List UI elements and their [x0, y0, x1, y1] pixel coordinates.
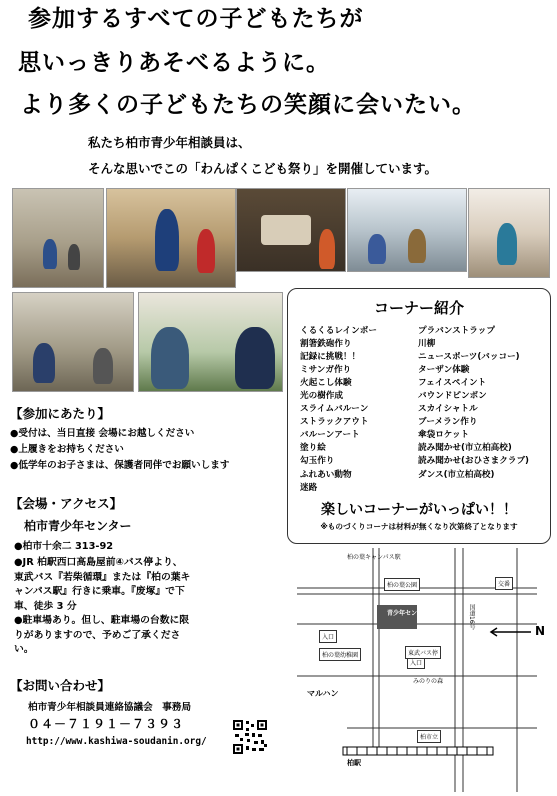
corner-item: 読み聞かせ(おひさまクラブ) [418, 456, 529, 467]
parking-line: い。 [14, 644, 34, 655]
corner-note: ※ものづくりコーナは材料が無くなり次第終了となります [320, 522, 518, 531]
access-line: ●JR 柏駅西口高島屋前④バス停より、 [14, 557, 183, 568]
map-label-police: 交番 [495, 577, 513, 590]
map-label-park: 柏の葉公園 [384, 578, 420, 591]
corner-item: ふれあい動物 [300, 469, 352, 480]
corner-item: 読み聞かせ(市立柏高校) [418, 443, 512, 454]
map-label-kashiwa-station: 柏駅 [347, 759, 361, 767]
map-north-icon: N [535, 624, 546, 638]
qr-code [232, 719, 268, 755]
venue-name: 柏市青少年センター [24, 519, 132, 533]
intro-line2: そんな思いでこの「わんぱくこども祭り」を開催しています。 [88, 161, 438, 176]
corner-item: フェイスペイント [418, 378, 487, 389]
corner-list-right [418, 325, 529, 482]
corner-item: プラバンストラップ [418, 326, 495, 336]
map-label-entrance-1: 入口 [319, 630, 337, 643]
photo-crafts-room [347, 188, 467, 272]
map-label-bus: 東武バス停 [405, 646, 441, 659]
participation-item: ●低学年のお子さまは、保護者同伴でお願いします [10, 460, 230, 471]
venue-address: ●柏市十余二 313-92 [14, 541, 114, 552]
photo-children-crafting [138, 292, 283, 392]
headline-line3: より多くの子どもたちの笑顔に会いたい。 [20, 92, 476, 118]
corner-item: ストラックアウト [300, 417, 369, 428]
access-line: 車、徒歩 3 分 [14, 600, 77, 612]
parking-line: ●駐車場あり。但し、駐車場の台数に限 [14, 615, 190, 626]
corner-item: 割箸鉄砲作り [300, 339, 352, 350]
contact-heading: 【お問い合わせ】 [10, 678, 111, 693]
corner-item: スライムバルーン [300, 404, 369, 415]
corner-item: バルーンアート [300, 430, 360, 441]
corner-item: くるくるレインボー [300, 326, 377, 336]
contact-url[interactable]: http://www.kashiwa-soudanin.org/ [26, 736, 207, 747]
photo-tarzan [468, 188, 550, 278]
corner-item: ミサンガ作り [300, 365, 352, 376]
access-map [287, 548, 551, 792]
photo-indoor-play [106, 188, 236, 288]
corner-item: バウンドピンポン [418, 391, 487, 402]
corner-item: ブーメラン作り [418, 417, 478, 428]
photo-outdoor-game [12, 188, 104, 288]
corner-list-left [300, 325, 377, 495]
map-label-entrance-2: 入口 [407, 656, 425, 669]
corner-item: 川柳 [418, 339, 436, 350]
corner-item: 塗り絵 [300, 443, 326, 454]
corner-item: ダンス(市立柏高校) [418, 469, 495, 480]
corner-item: 迷路 [300, 482, 318, 493]
access-line: ャンパス駅』行きに乗車。『废塚』で下 [14, 586, 185, 597]
map-label-center: 青少年センター [387, 610, 429, 617]
corner-banner: 楽しいコーナーがいっぱい！！ [321, 502, 517, 518]
map-label-kindergarten: 柏の葉幼稚園 [319, 648, 361, 661]
map-label-school: 柏市立 [417, 730, 441, 743]
participation-item: ●受付は、当日直接 会場にお越しください [10, 428, 195, 439]
corner-item: 傘袋ロケット [418, 430, 470, 441]
corner-item: ターザン体験 [418, 365, 470, 376]
contact-phone: ０４－７１９１－７３９３ [28, 717, 185, 731]
participation-item: ●上履きをお持ちください [10, 444, 124, 455]
headline-line2: 思いっきりあそべるように。 [18, 50, 330, 76]
map-label-campus-station: 柏の葉キャンパス駅 [347, 554, 401, 561]
parking-line: りがありますので、予めご了承くださ [14, 629, 181, 641]
map-label-route16: 国道16号 [468, 604, 475, 630]
corner-introduction-panel [287, 288, 551, 544]
intro-line1: 私たち柏市青少年相談員は、 [88, 135, 251, 150]
participation-list [10, 426, 229, 474]
photo-target-game [236, 188, 346, 272]
corner-item: ニュースポーツ(バッコー) [418, 352, 520, 363]
corner-item: 記録に挑戦！！ [300, 352, 361, 363]
map-label-forest: みのりの森 [413, 678, 444, 685]
venue-access [14, 556, 190, 658]
corner-item: 光の樹作成 [300, 391, 343, 402]
photo-outdoor-crafts [12, 292, 134, 392]
corner-title: コーナー紹介 [373, 299, 464, 317]
contact-org: 柏市青少年相談員連絡協議会 事務局 [28, 702, 192, 713]
corner-item: スカイシャトル [418, 404, 478, 415]
corner-item: 勾玉作り [300, 456, 335, 467]
venue-heading: 【会場・アクセス】 [10, 496, 123, 511]
map-label-maruhan: マルハン [307, 689, 339, 698]
headline-line1: 参加するすべての子どもたちが [28, 6, 364, 32]
access-line: 東武バス『若柴循環』または『柏の葉キ [14, 571, 191, 583]
corner-item: 火起こし体験 [300, 378, 352, 389]
participation-heading: 【参加にあたり】 [10, 406, 111, 421]
